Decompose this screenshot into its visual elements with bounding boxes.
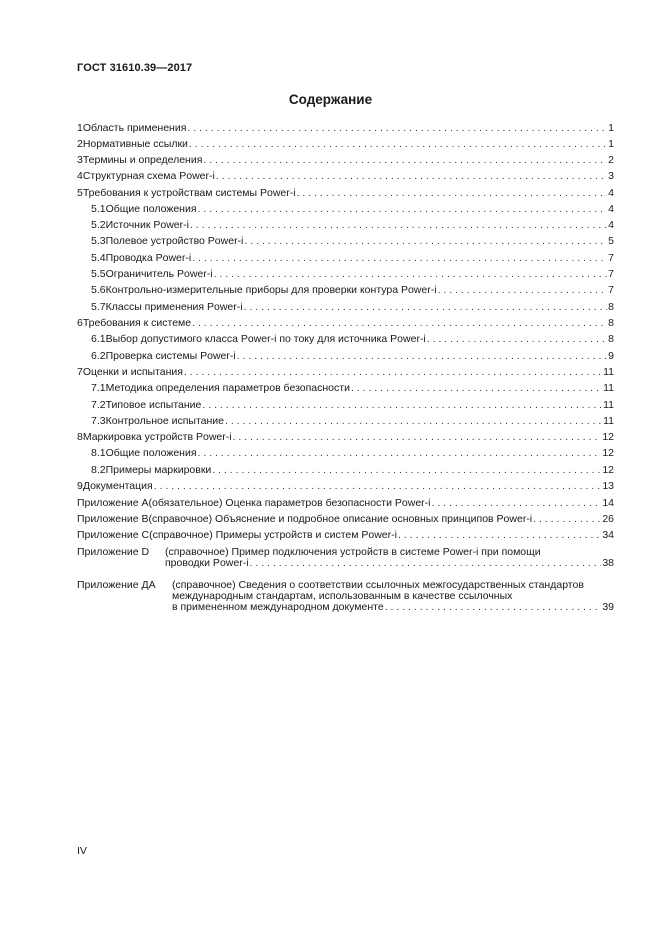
toc-entry-page: 4: [608, 219, 614, 231]
leader-dots: [154, 479, 602, 493]
toc-entry[interactable]: [91, 446, 614, 460]
toc-entry-label: Проводка Power-i: [105, 252, 192, 264]
toc-entry[interactable]: [172, 600, 614, 614]
toc-entry-number: 7: [77, 366, 83, 378]
toc-entry-page: 34: [602, 529, 614, 541]
toc-entry[interactable]: [91, 300, 614, 314]
toc-entry-label: (справочное) Объяснение и подробное описание основных принципов Power-i: [148, 513, 533, 525]
toc-entry-number: 9: [77, 480, 83, 492]
toc-entry-number: 6.1: [91, 333, 106, 345]
leader-dots: [250, 556, 602, 570]
toc-entry-page: 12: [602, 447, 614, 459]
toc-entry[interactable]: [91, 463, 614, 477]
toc-entry-label: (справочное) Примеры устройств и систем Power-i: [149, 529, 397, 541]
toc-entry[interactable]: [91, 381, 614, 395]
toc-entry-label: Источник Power-i: [105, 219, 189, 231]
toc-entry-label: Область применения: [82, 122, 187, 134]
toc-entry[interactable]: [77, 430, 614, 444]
toc-title: Содержание: [288, 92, 373, 107]
toc-entry-label: Проверка системы Power-i: [105, 350, 236, 362]
leader-dots: [233, 430, 602, 444]
toc-entry[interactable]: [77, 186, 614, 200]
toc-entry-page: 4: [608, 187, 614, 199]
toc-entry[interactable]: [77, 169, 614, 183]
toc-entry[interactable]: [91, 398, 614, 412]
toc-entry[interactable]: [91, 283, 614, 297]
toc-entry-page: 9: [608, 350, 614, 362]
toc-entry-number: Приложение С: [77, 529, 150, 541]
toc-entry[interactable]: [91, 202, 614, 216]
toc-entry-page: 11: [603, 382, 614, 394]
toc-entry-number: 8.1: [91, 447, 106, 459]
toc-entry-number: 5.5: [91, 268, 106, 280]
leader-dots: [187, 121, 607, 135]
toc-entry-number: Приложение ДА: [77, 579, 156, 591]
toc-entry-number: 6.2: [91, 350, 106, 362]
toc-entry-number: 1: [77, 122, 83, 134]
toc-entry-page: 4: [608, 203, 614, 215]
toc-entry-page: 5: [608, 235, 614, 247]
toc-entry-page: 1: [608, 138, 614, 150]
toc-entry[interactable]: [77, 479, 614, 493]
toc-entry-number: 8: [77, 431, 83, 443]
toc-entry[interactable]: [91, 234, 614, 248]
toc-entry-label: (справочное) Пример подключения устройств в системе Power-i при помощи: [165, 546, 541, 558]
toc-entry-number: 2: [77, 138, 83, 150]
toc-entry-page: 8: [608, 301, 614, 313]
toc-entry-number: 7.3: [91, 415, 106, 427]
toc-entry-label: Структурная схема Power-i: [82, 170, 215, 182]
leader-dots: [225, 414, 602, 428]
toc-entry-number: 6: [77, 317, 83, 329]
leader-dots: [190, 218, 607, 232]
toc-entry-label: Примеры маркировки: [105, 464, 212, 476]
toc-entry-page: 7: [608, 284, 614, 296]
toc-entry-number: 7.2: [91, 399, 106, 411]
toc-entry-number: 5.6: [91, 284, 106, 296]
toc-entry-label: Полевое устройство Power-i: [105, 235, 244, 247]
toc-entry[interactable]: [77, 316, 614, 330]
leader-dots: [237, 349, 607, 363]
toc-entry-label: Ограничитель Power-i: [105, 268, 213, 280]
toc-entry-page: 8: [608, 317, 614, 329]
toc-entry-label: международным стандартам, использованным в качестве ссылочных: [172, 590, 513, 602]
toc-entry-page: 7: [608, 268, 614, 280]
leader-dots: [202, 398, 602, 412]
toc-entry[interactable]: [77, 121, 614, 135]
toc-entry-number: 5.2: [91, 219, 106, 231]
leader-dots: [192, 316, 607, 330]
toc-entry[interactable]: [77, 528, 614, 542]
toc-entry-number: 8.2: [91, 464, 106, 476]
leader-dots: [244, 234, 607, 248]
leader-dots: [438, 283, 608, 297]
toc-entry[interactable]: [91, 251, 614, 265]
leader-dots: [398, 528, 601, 542]
leader-dots: [184, 365, 602, 379]
toc-entry-page: 1: [608, 122, 614, 134]
toc-entry[interactable]: [77, 512, 614, 526]
leader-dots: [216, 169, 607, 183]
toc-entry-label: Маркировка устройств Power-i: [82, 431, 232, 443]
toc-entry-number: 4: [77, 170, 83, 182]
toc-entry-label: Нормативные ссылки: [82, 138, 188, 150]
toc-entry-label: Оценки и испытания: [82, 366, 183, 378]
toc-entry-number: 7.1: [91, 382, 106, 394]
leader-dots: [212, 463, 601, 477]
toc-entry-label: Документация: [82, 480, 153, 492]
toc-entry-label: Выбор допустимого класса Power-i по току для источника Power-i: [105, 333, 426, 345]
doc-code: ГОСТ 31610.39—2017: [77, 62, 193, 74]
toc-entry-label: (обязательное) Оценка параметров безопасности Power-i: [148, 497, 431, 509]
toc-entry[interactable]: [77, 496, 614, 510]
toc-entry-number: Приложение D: [77, 546, 150, 558]
toc-entry[interactable]: [91, 414, 614, 428]
toc-entry[interactable]: [165, 556, 614, 570]
leader-dots: [431, 496, 601, 510]
leader-dots: [533, 512, 601, 526]
toc-entry-label: Требования к системе: [82, 317, 192, 329]
leader-dots: [214, 267, 608, 281]
toc-entry-page: 13: [602, 480, 614, 492]
toc-entry-number: 5: [77, 187, 83, 199]
toc-entry-number: 5.3: [91, 235, 106, 247]
toc-entry-label: в примененном международном документе: [172, 601, 384, 613]
toc-entry-label: Классы применения Power-i: [105, 301, 243, 313]
leader-dots: [427, 332, 607, 346]
toc-entry-number: 3: [77, 154, 83, 166]
toc-entry-label: Методика определения параметров безопасности: [105, 382, 350, 394]
toc-entry-page: 14: [602, 497, 614, 509]
toc-entry-number: 5.7: [91, 301, 106, 313]
leader-dots: [198, 202, 608, 216]
toc-entry-page: 7: [608, 252, 614, 264]
leader-dots: [297, 186, 608, 200]
toc-entry-label: Общие положения: [105, 447, 197, 459]
leader-dots: [244, 300, 608, 314]
toc-entry-page: 38: [602, 557, 614, 569]
toc-entry-page: 12: [602, 431, 614, 443]
toc-entry-page: 39: [602, 601, 614, 613]
toc-entry-label: (справочное) Сведения о соответствии ссылочных межгосударственных стандартов: [172, 579, 584, 591]
toc-entry-label: проводки Power-i: [165, 557, 249, 569]
toc-entry-number: Приложение В: [77, 513, 149, 525]
page-number: IV: [77, 845, 87, 857]
leader-dots: [198, 446, 602, 460]
toc-entry[interactable]: [91, 218, 614, 232]
toc-entry[interactable]: [77, 153, 614, 167]
toc-entry-label: Контрольно-измерительные приборы для проверки контура Power-i: [105, 284, 437, 296]
toc-entry[interactable]: [91, 349, 614, 363]
leader-dots: [192, 251, 607, 265]
toc-entry-label: Общие положения: [105, 203, 197, 215]
toc-entry-number: Приложение А: [77, 497, 149, 509]
toc-entry-label: Требования к устройствам системы Power-i: [82, 187, 296, 199]
toc-entry-page: 11: [603, 399, 614, 411]
toc-entry-number: 5.4: [91, 252, 106, 264]
toc-entry-page: 2: [608, 154, 614, 166]
toc-entry-page: 11: [603, 415, 614, 427]
toc-entry[interactable]: [91, 332, 614, 346]
toc-entry[interactable]: [91, 267, 614, 281]
toc-entry-page: 26: [602, 513, 614, 525]
toc-entry[interactable]: [77, 137, 614, 151]
toc-entry-page: 12: [602, 464, 614, 476]
leader-dots: [203, 153, 607, 167]
leader-dots: [385, 600, 602, 614]
leader-dots: [351, 381, 602, 395]
toc-entry-label: Термины и определения: [82, 154, 203, 166]
toc-entry-page: 8: [608, 333, 614, 345]
toc-entry-page: 11: [603, 366, 614, 378]
toc-entry-number: 5.1: [91, 203, 106, 215]
toc-entry-label: Типовое испытание: [105, 399, 202, 411]
leader-dots: [189, 137, 607, 151]
toc-entry[interactable]: [77, 365, 614, 379]
toc-entry-page: 3: [608, 170, 614, 182]
toc-entry-label: Контрольное испытание: [105, 415, 224, 427]
